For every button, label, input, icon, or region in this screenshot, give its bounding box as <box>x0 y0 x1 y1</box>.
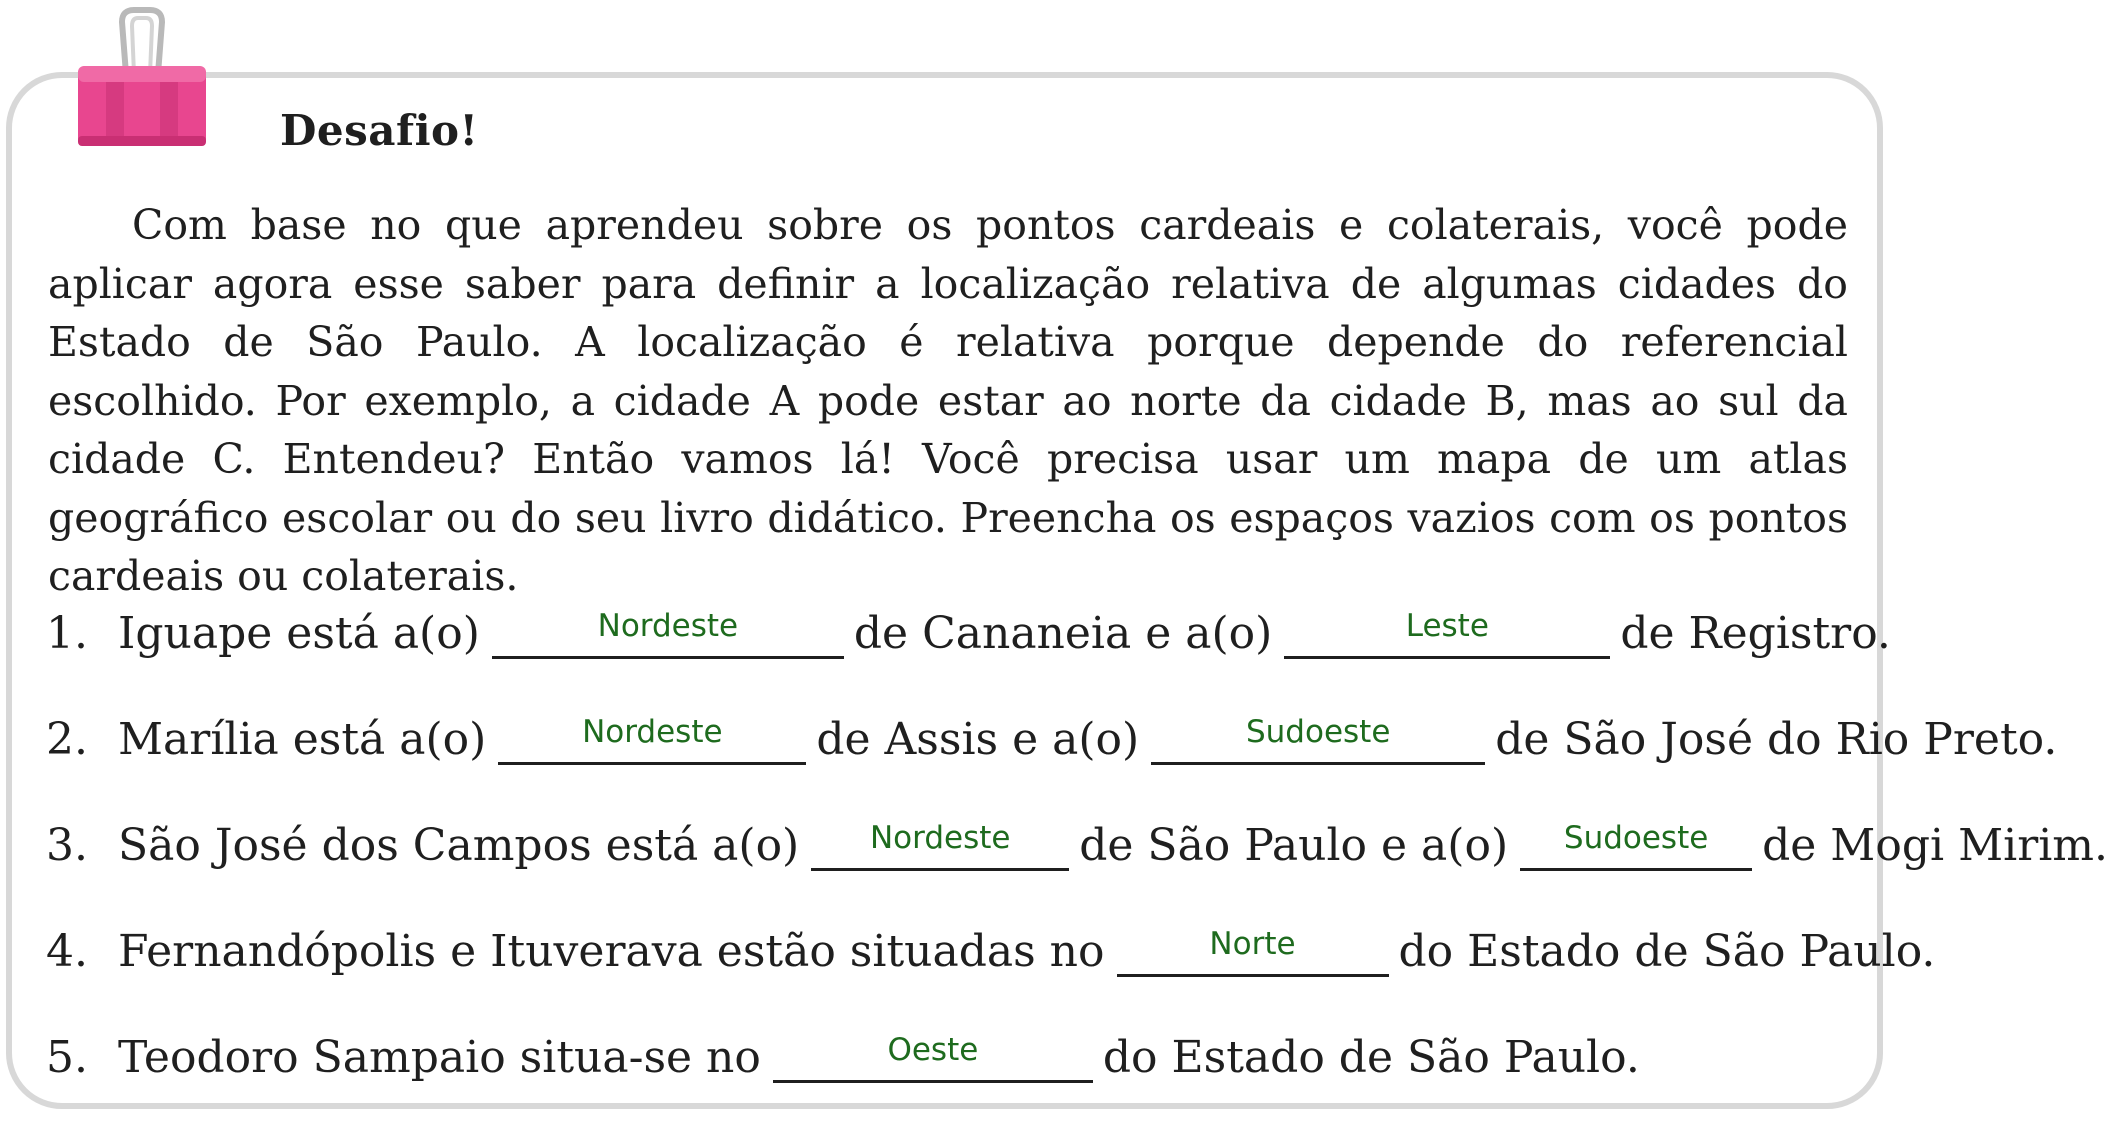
item-text: Fernandópolis e Ituverava estão situadas no <box>118 926 1105 977</box>
answer-blank[interactable] <box>498 710 806 765</box>
item-number: 4. <box>46 926 88 977</box>
item-text: Iguape está a(o) <box>118 608 480 659</box>
answer-text: Norte <box>1209 926 1296 962</box>
exercise-item-2 <box>46 710 2058 816</box>
answer-blank[interactable] <box>1284 604 1610 659</box>
answer-text: Oeste <box>887 1032 979 1068</box>
answer-blank[interactable] <box>1520 816 1752 871</box>
item-number: 3. <box>46 820 88 871</box>
answer-text: Nordeste <box>869 820 1011 856</box>
answer-blank[interactable] <box>773 1028 1093 1083</box>
item-text: do Estado de São Paulo. <box>1398 926 1936 977</box>
exercise-item-3 <box>46 816 2108 922</box>
page-title: Desafio! <box>280 106 479 155</box>
answer-blank[interactable] <box>492 604 844 659</box>
item-text: Teodoro Sampaio situa-se no <box>118 1032 761 1083</box>
item-number: 2. <box>46 714 88 765</box>
answer-blank[interactable] <box>1151 710 1485 765</box>
exercise-list <box>46 604 2108 1134</box>
answer-text: Leste <box>1405 608 1489 644</box>
binder-clip-icon <box>76 4 208 154</box>
item-text: de Cananeia e a(o) <box>853 608 1273 659</box>
answer-text: Nordeste <box>597 608 739 644</box>
item-number: 1. <box>46 608 88 659</box>
answer-blank[interactable] <box>811 816 1069 871</box>
item-text: de São Paulo e a(o) <box>1079 820 1509 871</box>
item-text: de Assis e a(o) <box>816 714 1140 765</box>
exercise-item-4 <box>46 922 1936 1028</box>
item-text: do Estado de São Paulo. <box>1102 1032 1640 1083</box>
answer-text: Nordeste <box>582 714 723 750</box>
item-text: São José dos Campos está a(o) <box>118 820 800 871</box>
exercise-item-1 <box>46 604 1891 710</box>
item-number: 5. <box>46 1032 88 1083</box>
item-text: de Registro. <box>1620 608 1891 659</box>
answer-blank[interactable] <box>1117 922 1389 977</box>
intro-paragraph: Com base no que aprendeu sobre os pontos cardeais e colaterais, você pode aplicar agora esse saber para definir a localização relativa de algumas cidades do Estado de São Paulo. A localização é relativa porque depende do referencial escolhido. Por exemplo, a cidade A pode estar ao norte da cidade B, mas ao sul da cidade C. Entendeu? Então vamos lá! Você precisa usar um mapa de um atlas geográfico escolar ou do seu livro didático. Preencha os espaços vazios com os pontos cardeais ou colaterais. <box>48 201 1848 600</box>
exercise-item-5 <box>46 1028 1866 1134</box>
item-text: de São José do Rio Preto. <box>1495 714 2058 765</box>
item-text: de Mogi Mirim. <box>1762 820 2108 871</box>
item-text: Marília está a(o) <box>118 714 487 765</box>
answer-text: Sudoeste <box>1245 714 1391 750</box>
answer-text: Sudoeste <box>1563 820 1709 856</box>
